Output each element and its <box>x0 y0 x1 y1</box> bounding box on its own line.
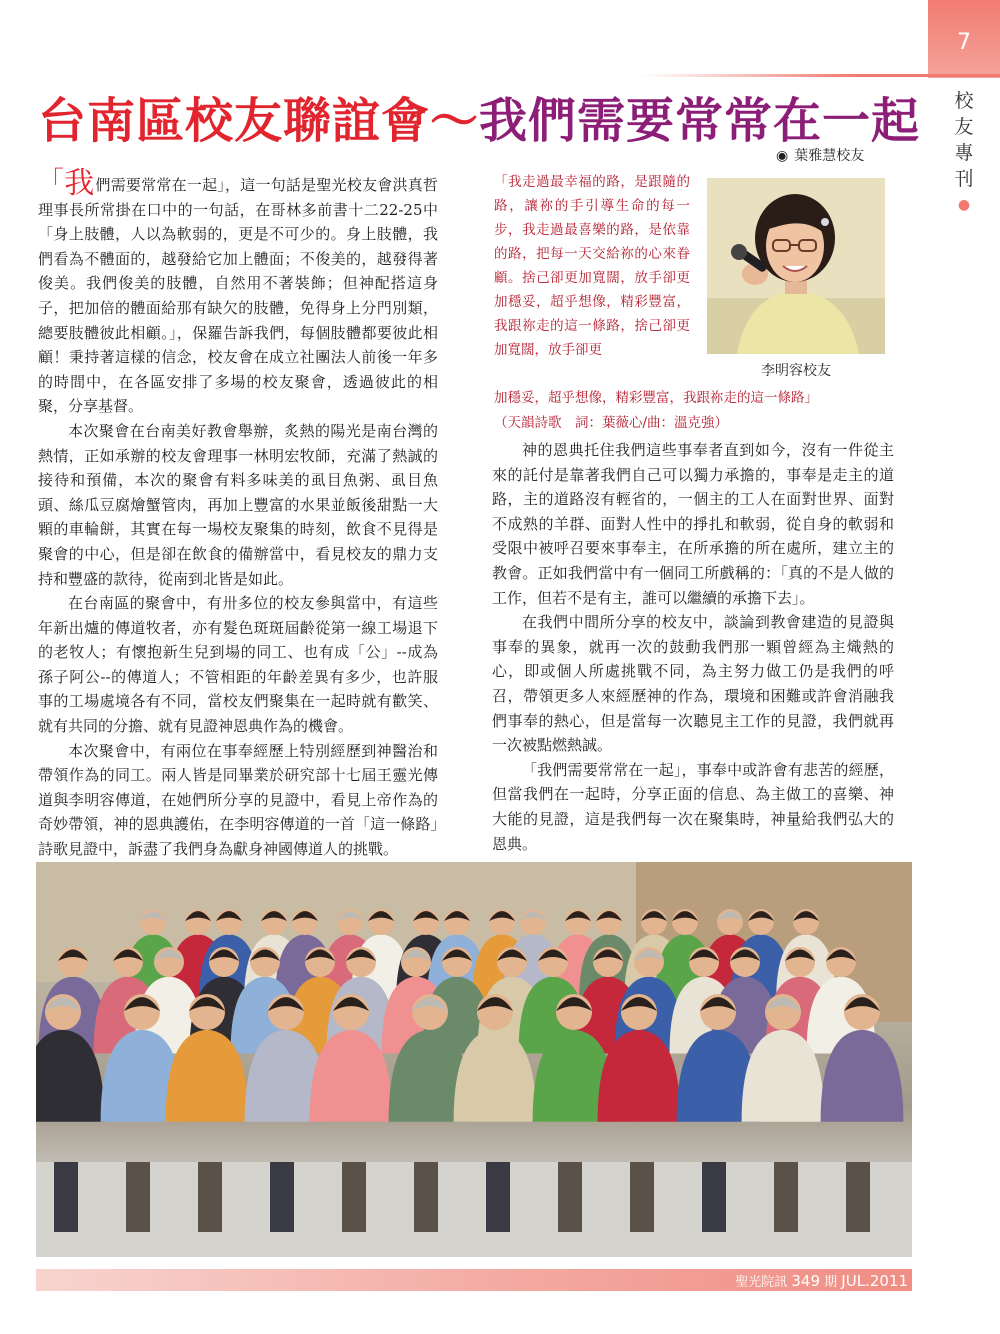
article-title <box>38 82 921 149</box>
person-legs <box>630 1162 654 1232</box>
person-legs <box>54 1162 78 1232</box>
person-legs <box>774 1162 798 1232</box>
group-photo <box>36 862 912 1257</box>
person-legs <box>414 1162 438 1232</box>
person-legs <box>270 1162 294 1232</box>
byline-bullet-icon: ◉ <box>776 148 789 164</box>
lyric-quote: 「我走過最幸福的路，是跟隨的路，讓祢的手引導生命的每一步，我走過最喜樂的路，是依靠的路，把每一天交給祢的心來眷顧。捨己卻更加寬闊，放手卻更加穩妥，超乎想像，精彩豐富，我跟祢走的這一條路，捨己卻更加寬闊，放手卻更 <box>494 174 690 358</box>
article-title-part1: 台南區校友聯誼會～ <box>38 93 480 149</box>
byline <box>776 145 916 165</box>
person-legs <box>126 1162 150 1232</box>
footer-date: JUL.2011 <box>841 1272 908 1290</box>
footer-issue-suffix: 期 <box>824 1275 838 1290</box>
paragraph: 在台南區的聚會中，有卅多位的校友參與當中，有這些年新出爐的傳道牧者，亦有髮色斑斑屆齡從第一線工場退下的老牧人；有懷抱新生兒到場的同工、也有成「公」--成為孫子阿公--的傳道人；不管相距的年齡差異有多少，也許服事的工場處境各有不同，當校友們聚集在一起時就有歡笑、就有共同的分擔、就有見證神恩典作為的機會。 <box>38 594 438 736</box>
person-legs <box>846 1162 870 1232</box>
person-legs <box>558 1162 582 1232</box>
paragraph: 神的恩典托住我們這些事奉者直到如今，沒有一件從主來的託付是靠著我們自己可以獨力承擔的，事奉是走主的道路，主的道路沒有輕省的，一個主的工人在面對世界、面對不成熟的羊群、面對人性中的掙扎和軟弱，從自身的軟弱和受限中被呼召要來事奉主，在所承擔的所在處所，建立主的教會。正如我們當中有一個同工所戲稱的：「真的不是人做的工作，但若不是有主，誰可以繼續的承擔下去」。 <box>492 441 894 607</box>
section-dot-icon: ● <box>957 197 971 213</box>
portrait-illustration <box>707 178 885 354</box>
paragraph <box>38 166 438 419</box>
section-label-char: 校 <box>954 90 974 112</box>
footer-publication: 聖光院訊 <box>735 1275 788 1290</box>
dropcap-quote: 「 <box>38 167 65 197</box>
paragraph: 「我們需要常常在一起」，事奉中或許會有悲苦的經歷，但當我們在一起時，分享正面的信息、為主做工的喜樂、神大能的見證，這是我們每一次在聚集時，神量給我們弘大的恩典。 <box>492 760 894 853</box>
section-label <box>944 88 984 218</box>
byline-author: 葉雅慧校友 <box>794 148 865 164</box>
paragraph-text: 們需要常常在一起」，這一句話是聖光校友會洪真哲理事長所常掛在口中的一句話，在哥林多前書十二22-25中「身上肢體，人以為軟弱的，更是不可少的。身上肢體，我們看為不體面的，越發給它加上體面；不俊美的，越發得著俊美。我們俊美的肢體，自然用不著裝飾；但神配搭這身子，把加倍的體面給那有缺欠的肢體，免得身上分門別類，總要肢體彼此相顧。」，保羅告訴我們，每個肢體都要彼此相顧！秉持著這樣的信念，校友會在成立社團法人前後一年多的時間中，在各區安排了多場的校友聚會，透過彼此的相聚，分享基督。 <box>38 176 438 416</box>
article-title-part2: 我們需要常常在一起 <box>479 93 921 149</box>
section-label-char: 刊 <box>954 168 974 190</box>
dropcap: 我 <box>64 166 95 201</box>
left-column <box>38 166 438 862</box>
person-legs <box>198 1162 222 1232</box>
paragraph: 本次聚會中，有兩位在事奉經歷上特別經歷到神醫治和帶領作為的同工。兩人皆是同畢業於研究部十七屆王靈光傳道與李明容傳道，在她們所分享的見證中，看見上帝作為的奇妙帶領，神的恩典護佑，在李明容傳道的一首「這一條路」詩歌見證中，訴盡了我們身為獻身神國傳道人的挑戰。 <box>38 741 438 859</box>
section-label-char: 專 <box>954 142 974 164</box>
lyric-quote-tail: 加穩妥，超乎想像，精彩豐富，我跟祢走的這一條路」 <box>494 390 818 406</box>
right-column <box>492 438 894 856</box>
person-legs <box>342 1162 366 1232</box>
footer-issue-number: 349 <box>791 1272 820 1290</box>
lyric-credit: （天韻詩歌 詞：葉薇心/曲：溫克強） <box>494 415 729 431</box>
section-label-char: 友 <box>954 116 974 138</box>
person-legs <box>486 1162 510 1232</box>
paragraph: 本次聚會在台南美好教會舉辦，炙熱的陽光是南台灣的熱情，正如承辦的校友會理事一林明宏牧師，充滿了熱誠的接待和預備，本次的聚會有料多味美的虱目魚粥、虱目魚頭、絲瓜豆腐燴蟹管肉，再加上豐富的水果並飯後甜點一大顆的車輪餅，其實在每一場校友聚集的時刻，飲食不見得是聚會的中心，但是卻在飲食的備辦當中，看見校友的鼎力支持和豐盛的款待，從南到北皆是如此。 <box>38 421 438 588</box>
person-legs <box>702 1162 726 1232</box>
portrait-photo <box>707 178 885 354</box>
paragraph: 在我們中間所分享的校友中，談論到教會建造的見證與事奉的異象，就再一次的鼓動我們那一顆曾經為主熾熱的心，即或個人所處挑戰不同，為主努力做工仍是我們的呼召，帶領更多人來經歷神的作為，環境和困難或許會消融我們事奉的熱心，但是當每一次聽見主工作的見證，我們就再一次被點燃熱誠。 <box>492 613 894 755</box>
header-rule <box>640 74 1000 77</box>
portrait-caption: 李明容校友 <box>761 363 831 379</box>
footer-issue-info <box>640 1271 908 1290</box>
group-photo-illustration <box>36 862 912 1257</box>
page-number: 7 <box>957 30 971 55</box>
